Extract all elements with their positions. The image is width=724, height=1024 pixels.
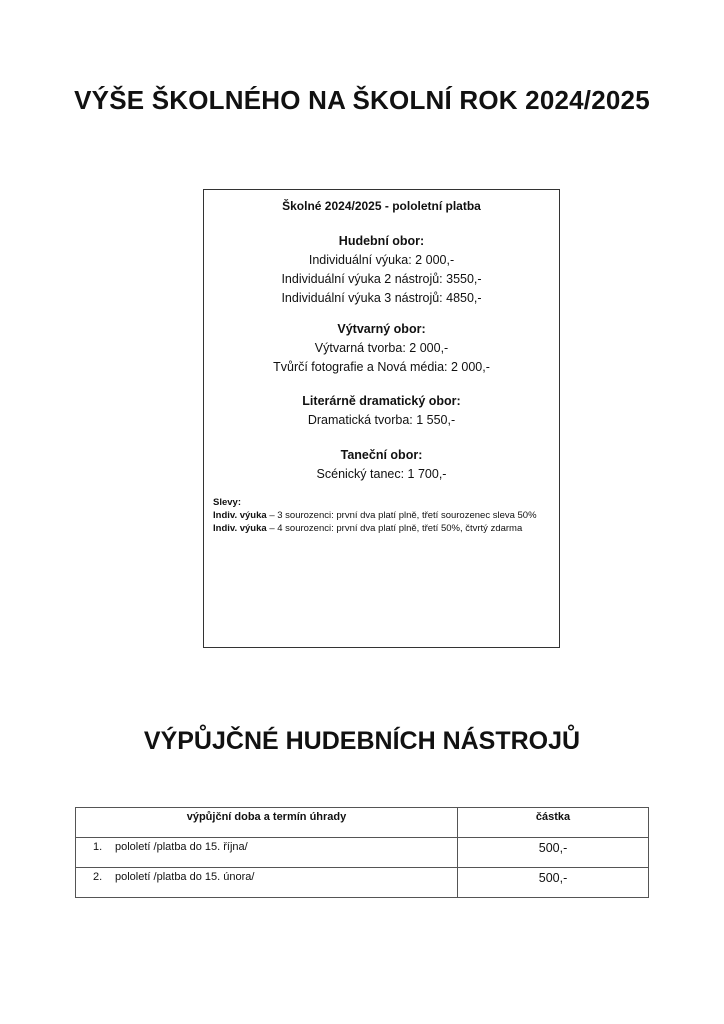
fee-line: Tvůrčí fotografie a Nová média: 2 000,- bbox=[273, 360, 490, 374]
section-heading: Literárně dramatický obor: bbox=[302, 394, 461, 408]
fee-box-title: Školné 2024/2025 - pololetní platba bbox=[282, 199, 481, 213]
table-row bbox=[76, 838, 649, 868]
fee-line: Individuální výuka 2 nástrojů: 3550,- bbox=[281, 272, 482, 286]
section-art bbox=[204, 320, 559, 377]
discounts-block bbox=[213, 496, 553, 535]
period-cell bbox=[76, 868, 458, 898]
discounts-heading: Slevy: bbox=[213, 497, 241, 508]
page-title: VÝŠE ŠKOLNÉHO NA ŠKOLNÍ ROK 2024/2025 bbox=[74, 85, 650, 115]
fee-line: Individuální výuka: 2 000,- bbox=[308, 253, 455, 267]
amount-cell: 500,- bbox=[458, 838, 649, 868]
period-cell bbox=[76, 838, 458, 868]
discount-label: Indiv. výuka bbox=[213, 510, 267, 521]
column-header-period: výpůjční doba a termín úhrady bbox=[76, 808, 458, 838]
section-drama bbox=[204, 392, 559, 430]
section-heading: Výtvarný obor: bbox=[337, 322, 426, 336]
section-heading: Taneční obor: bbox=[340, 448, 423, 462]
table-row bbox=[76, 868, 649, 898]
section-dance bbox=[204, 446, 559, 484]
tuition-fee-box bbox=[203, 189, 560, 648]
rental-table bbox=[75, 807, 649, 898]
fee-line: Scénický tanec: 1 700,- bbox=[316, 467, 447, 481]
discount-label: Indiv. výuka bbox=[213, 523, 267, 534]
discount-text: – 3 sourozenci: první dva platí plně, třetí sourozenec sleva 50% bbox=[266, 510, 537, 521]
fee-line: Individuální výuka 3 nástrojů: 4850,- bbox=[281, 291, 482, 305]
row-number: 1. bbox=[93, 841, 103, 853]
fee-line: Výtvarná tvorba: 2 000,- bbox=[314, 341, 449, 355]
table-header-row bbox=[76, 808, 649, 838]
section-music bbox=[204, 232, 559, 308]
column-header-amount: částka bbox=[458, 808, 649, 838]
rental-title: VÝPŮJČNÉ HUDEBNÍCH NÁSTROJŮ bbox=[143, 727, 581, 755]
period-text: pololetí /platba do 15. října/ bbox=[115, 841, 248, 853]
period-text: pololetí /platba do 15. února/ bbox=[115, 871, 255, 883]
discount-text: – 4 sourozenci: první dva platí plně, třetí 50%, čtvrtý zdarma bbox=[266, 523, 523, 534]
amount-cell: 500,- bbox=[458, 868, 649, 898]
row-number: 2. bbox=[93, 871, 103, 883]
section-heading: Hudební obor: bbox=[338, 234, 425, 248]
discount-item bbox=[213, 522, 553, 535]
discount-item bbox=[213, 509, 553, 522]
fee-line: Dramatická tvorba: 1 550,- bbox=[307, 413, 456, 427]
